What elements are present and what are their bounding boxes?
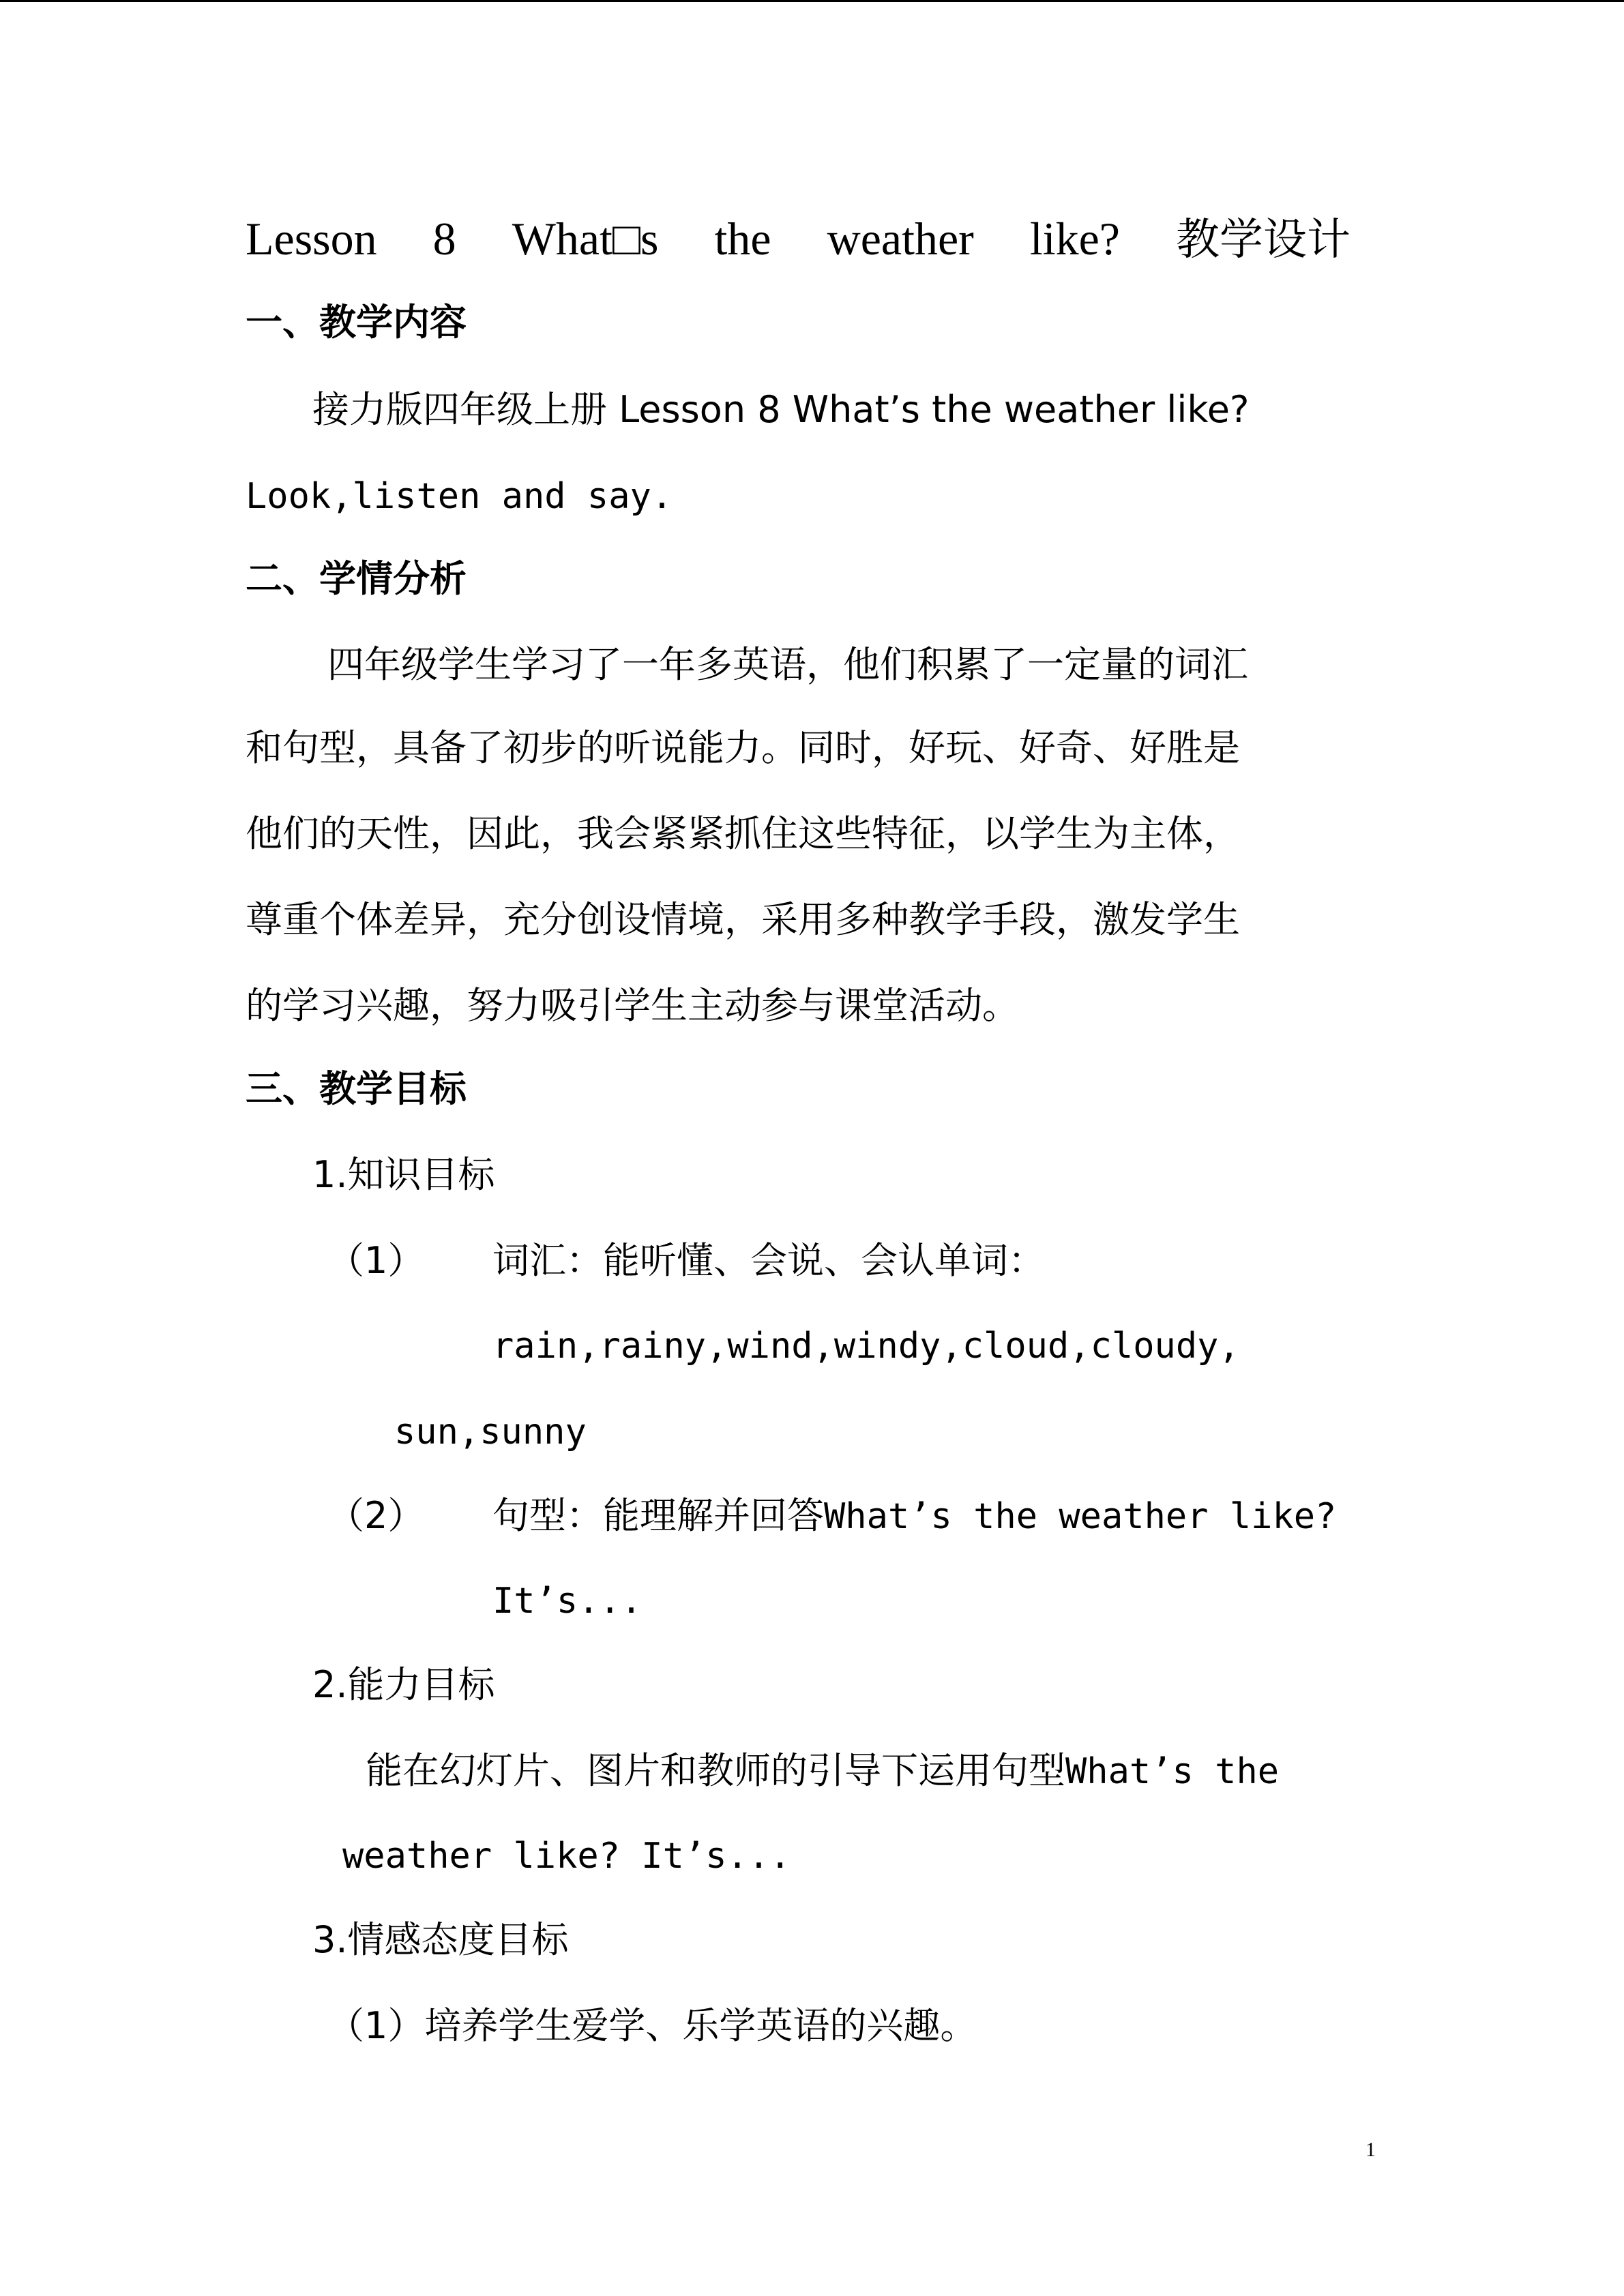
goal-item-number: （1） bbox=[327, 1239, 425, 1282]
content-line-2: Look,listen and say. bbox=[246, 476, 673, 517]
ability-line-2: weather like? It’s... bbox=[342, 1836, 791, 1877]
sentence-pattern-label: 句型：能理解并回答 bbox=[492, 1494, 824, 1537]
goal-emotion-title: 3.情感态度目标 bbox=[312, 1918, 569, 1961]
goal-ability-title: 2.能力目标 bbox=[312, 1663, 495, 1706]
vocabulary-label: 词汇：能听懂、会说、会认单词： bbox=[492, 1239, 1045, 1282]
goal-item-number: （2） bbox=[327, 1494, 425, 1537]
analysis-line: 和句型，具备了初步的听说能力。同时，好玩、好奇、好胜是 bbox=[246, 726, 1240, 769]
ability-line-1 bbox=[366, 1749, 1280, 1792]
analysis-line: 四年级学生学习了一年多英语，他们积累了一定量的词汇 bbox=[327, 643, 1248, 686]
goal-knowledge-title: 1.知识目标 bbox=[312, 1153, 495, 1196]
title-chinese: 教学设计 bbox=[1175, 215, 1350, 265]
ability-text-en: What’s the bbox=[1065, 1751, 1280, 1792]
analysis-line: 的学习兴趣，努力吸引学生主动参与课堂活动。 bbox=[246, 984, 1019, 1027]
title-word: like? bbox=[1029, 213, 1120, 265]
sentence-pattern-line bbox=[492, 1494, 1337, 1537]
document-title bbox=[246, 213, 1350, 265]
ability-text-cn: 能在幻灯片、图片和教师的引导下运用句型 bbox=[366, 1749, 1065, 1792]
content-line-1 bbox=[312, 388, 1250, 431]
sentence-pattern-answer: It’s... bbox=[492, 1581, 643, 1622]
title-word: the bbox=[714, 213, 771, 265]
title-word: What□s bbox=[512, 213, 659, 265]
vocabulary-words: rain,rainy,wind,windy,cloud,cloudy, bbox=[492, 1326, 1240, 1367]
section-heading-goals: 三、教学目标 bbox=[246, 1067, 467, 1110]
sentence-pattern-text: What’s the weather like? bbox=[824, 1496, 1337, 1537]
top-border-line bbox=[0, 0, 1624, 2]
analysis-line: 他们的天性，因此，我会紧紧抓住这些特征，以学生为主体， bbox=[246, 812, 1240, 855]
page-number: 1 bbox=[1365, 2138, 1376, 2161]
section-heading-analysis: 二、学情分析 bbox=[246, 557, 467, 600]
analysis-line: 尊重个体差异，充分创设情境，采用多种教学手段，激发学生 bbox=[246, 898, 1240, 941]
title-word: weather bbox=[827, 213, 974, 265]
title-word: Lesson bbox=[246, 213, 377, 265]
content-text: 接力版四年级上册 Lesson 8 What’s the weather like? bbox=[312, 388, 1250, 431]
title-word: 8 bbox=[432, 213, 456, 265]
emotion-item-1: （1）培养学生爱学、乐学英语的兴趣。 bbox=[327, 2004, 977, 2047]
vocabulary-words-continued: sun,sunny bbox=[394, 1412, 587, 1452]
section-heading-content: 一、教学内容 bbox=[246, 301, 467, 344]
